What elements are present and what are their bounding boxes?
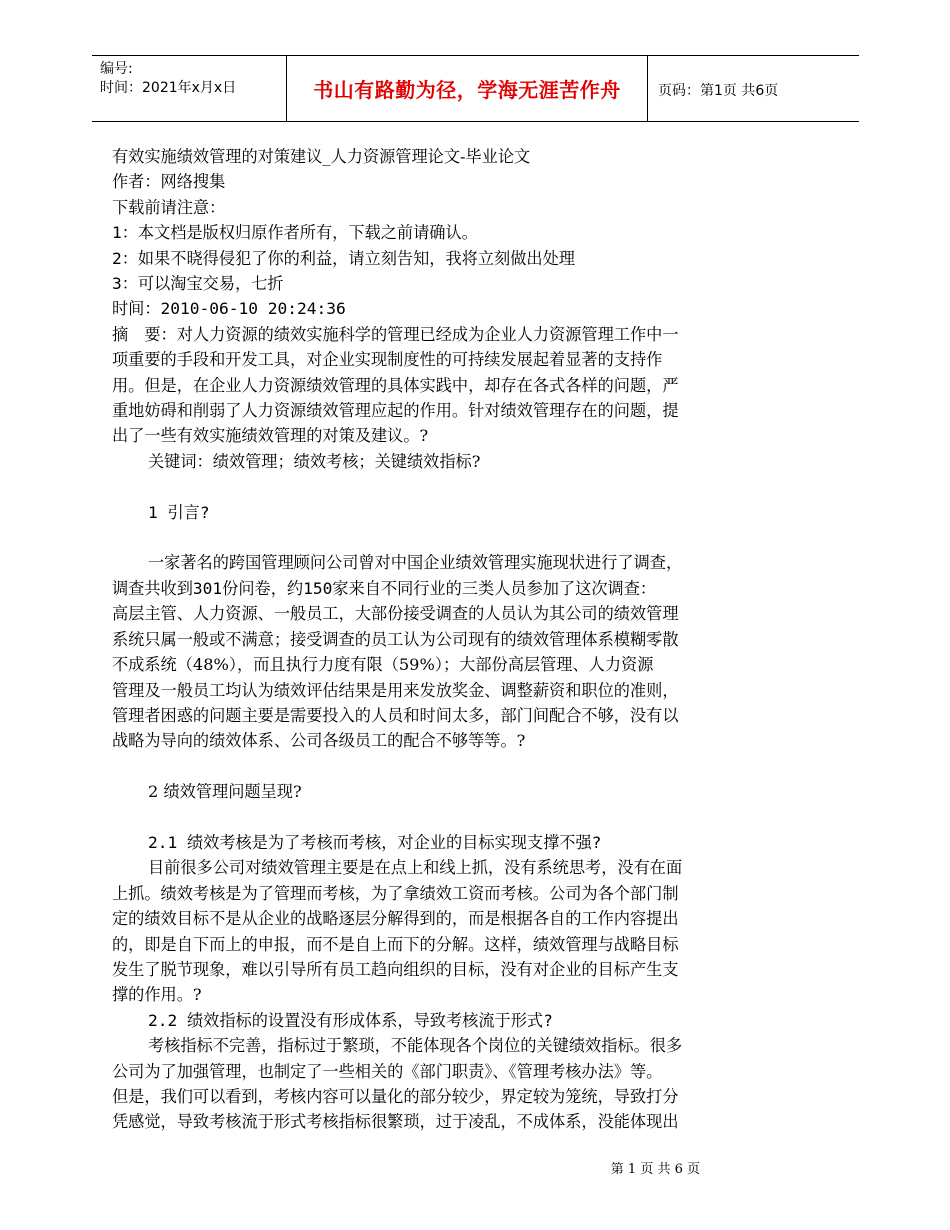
motto: 书山有路勤为径，学海无涯苦作舟: [313, 78, 621, 102]
section-heading: 1 引言?: [148, 502, 210, 522]
header-meta: [100, 60, 236, 98]
section-heading: 2 绩效管理问题呈现?: [148, 782, 302, 802]
paragraph-line: 上抓。绩效考核是为了管理而考核，为了拿绩效工资而考核。公司为各个部门制: [112, 883, 679, 903]
paragraph-line: 公司为了加强管理，也制定了一些相关的《部门职责》、《管理考核办法》等。: [112, 1061, 663, 1081]
subsection-heading: 2.2 绩效指标的设置没有形成体系，导致考核流于形式?: [148, 1010, 553, 1030]
paragraph-line: 不成系统（48%），而且执行力度有限（59%）；大部份高层管理、人力资源: [112, 655, 654, 675]
paragraph-line: 战略为导向的绩效体系、公司各级员工的配合不够等等。?: [112, 731, 526, 751]
paragraph-line: 一家著名的跨国管理顾问公司曾对中国企业绩效管理实施现状进行了调查，: [148, 553, 683, 573]
page-header: [92, 55, 859, 122]
document-body: [112, 144, 772, 1135]
page-code: 页码：第1页 共6页: [658, 83, 779, 99]
notice-item: 2：如果不晓得侵犯了你的利益，请立刻告知，我将立刻做出处理: [112, 248, 575, 268]
paragraph-line: 但是，我们可以看到，考核内容可以量化的部分较少，界定较为笼统，导致打分: [112, 1086, 679, 1106]
notice-item: 3：可以淘宝交易，七折: [112, 274, 284, 294]
paragraph-line: 凭感觉，导致考核流于形式考核指标很繁琐，过于凌乱，不成体系，没能体现出: [112, 1112, 679, 1132]
paragraph-line: 撑的作用。?: [112, 985, 202, 1005]
notice-heading: 下载前请注意：: [112, 197, 226, 217]
paragraph-line: 目前很多公司对绩效管理主要是在点上和线上抓，没有系统思考，没有在面: [148, 858, 683, 878]
paragraph-line: 定的绩效目标不是从企业的战略逐层分解得到的，而是根据各自的工作内容提出: [112, 909, 679, 929]
footer-page-number: 第 1 页 共 6 页: [610, 1162, 700, 1177]
notice-item: 1：本文档是版权归原作者所有，下载之前请确认。: [112, 223, 478, 243]
paragraph-line: 管理及一般员工均认为绩效评估结果是用来发放奖金、调整薪资和职位的准则，: [112, 680, 679, 700]
header-divider: [286, 56, 287, 121]
time-label: 时间：2021年x月x日: [100, 80, 237, 96]
timestamp-line: 时间：2010-06-10 20:24:36: [112, 299, 346, 319]
header-divider: [647, 56, 648, 121]
abstract-line: 项重要的手段和开发工具，对企业实现制度性的可持续发展起着显著的支持作: [112, 350, 663, 370]
paragraph-line: 的，即是自下而上的申报，而不是自上而下的分解。这样，绩效管理与战略目标: [112, 934, 679, 954]
doc-title: 有效实施绩效管理的对策建议_人力资源管理论文-毕业论文: [112, 147, 531, 166]
author-line: 作者：网络搜集: [112, 172, 226, 192]
abstract-line: 重地妨碍和削弱了人力资源绩效管理应起的作用。针对绩效管理存在的问题，提: [112, 401, 679, 421]
abstract-line: 用。但是，在企业人力资源绩效管理的具体实践中，却存在各式各样的问题，严: [112, 375, 679, 395]
subsection-heading: 2.1 绩效考核是为了考核而考核，对企业的目标实现支撑不强?: [148, 832, 602, 852]
paragraph-line: 考核指标不完善，指标过于繁琐，不能体现各个岗位的关键绩效指标。很多: [148, 1036, 683, 1056]
paragraph-line: 发生了脱节现象，难以引导所有员工趋向组织的目标，没有对企业的目标产生支: [112, 959, 679, 979]
paragraph-line: 系统只属一般或不满意；接受调查的员工认为公司现有的绩效管理体系模糊零散: [112, 629, 679, 649]
paragraph-line: 管理者困惑的问题主要是需要投入的人员和时间太多，部门间配合不够，没有以: [112, 705, 679, 725]
abstract-line: 出了一些有效实施绩效管理的对策及建议。?: [112, 426, 429, 446]
abstract-line: 摘 要：对人力资源的绩效实施科学的管理已经成为企业人力资源管理工作中一: [112, 324, 679, 344]
keywords-line: 关键词：绩效管理；绩效考核；关键绩效指标?: [148, 451, 481, 471]
number-label: 编号:: [100, 61, 133, 77]
paragraph-line: 高层主管、人力资源、一般员工，大部份接受调查的人员认为其公司的绩效管理: [112, 604, 679, 624]
paragraph-line: 调查共收到301份问卷，约150家来自不同行业的三类人员参加了这次调查：: [112, 578, 657, 598]
